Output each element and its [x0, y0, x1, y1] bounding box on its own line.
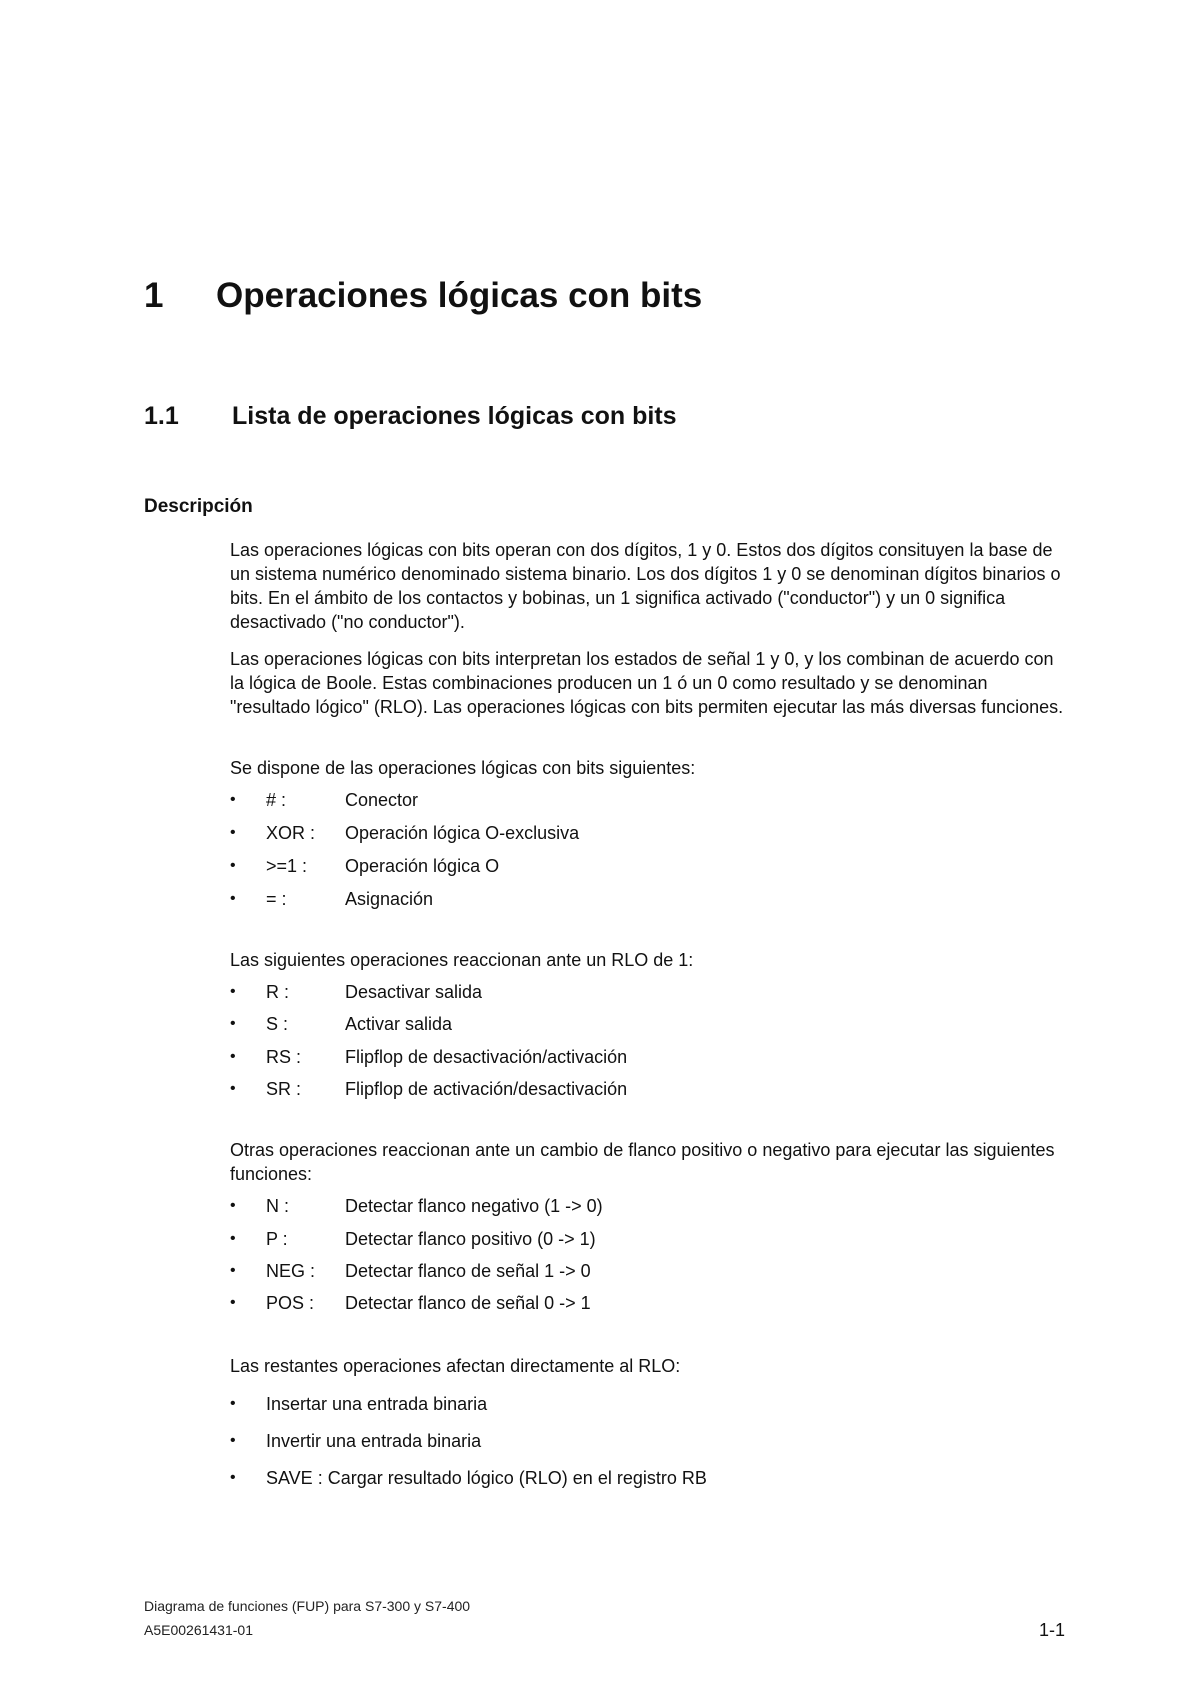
bullet-icon: • [230, 1048, 236, 1065]
footer-title: Diagrama de funciones (FUP) para S7-300 y S7-400 [144, 1598, 471, 1614]
item-key: >=1 : [266, 856, 308, 876]
bullet-icon: • [230, 824, 236, 841]
item-value: Detectar flanco positivo (0 -> 1) [345, 1229, 596, 1249]
list4-intro: Las restantes operaciones afectan directamente al RLO: [230, 1356, 681, 1376]
item-value: Flipflop de activación/desactivación [345, 1079, 628, 1099]
item-value: Activar salida [345, 1014, 453, 1034]
list1-intro: Se dispone de las operaciones lógicas con bits siguientes: [230, 758, 696, 778]
item-key: P : [266, 1229, 288, 1249]
item-value: Detectar flanco negativo (1 -> 0) [345, 1196, 603, 1216]
item-key: SR : [266, 1079, 302, 1099]
paragraph-1 [230, 538, 1066, 634]
paragraph-text: Las operaciones lógicas con bits operan con dos dígitos, 1 y 0. Estos dos dígitos consituyen la base de un sistema numérico denominado sistema binario. Los dos dígitos 1 y 0 se denominan dígitos binarios o bits. En el ámbito de los contactos y bobinas, un 1 significa activado ("conductor") y un 0 significa desactivado ("no conductor"). [230, 540, 1061, 632]
list2-intro: Las siguientes operaciones reaccionan ante un RLO de 1: [230, 950, 694, 970]
chapter-number: 1 [144, 276, 164, 315]
bullet-icon: • [230, 1469, 236, 1486]
bullet-icon: • [230, 1197, 236, 1214]
item-value: Operación lógica O-exclusiva [345, 823, 580, 843]
section-heading [144, 402, 677, 431]
bullet-icon: • [230, 1395, 236, 1412]
item-text: SAVE : Cargar resultado lógico (RLO) en el registro RB [266, 1468, 707, 1488]
item-key: # : [266, 790, 287, 810]
item-key: R : [266, 982, 290, 1002]
item-value: Asignación [345, 889, 434, 909]
subsection-heading: Descripción [144, 496, 253, 517]
item-key: RS : [266, 1047, 302, 1067]
list3-intro: Otras operaciones reaccionan ante un cambio de flanco positivo o negativo para ejecutar las siguientes funciones: [230, 1140, 1055, 1184]
bullet-icon: • [230, 983, 236, 1000]
bullet-icon: • [230, 791, 236, 808]
chapter-title: Operaciones lógicas con bits [216, 276, 703, 315]
page-number: 1-1 [1038, 1620, 1065, 1640]
item-value: Desactivar salida [345, 982, 483, 1002]
item-key: XOR : [266, 823, 316, 843]
footer-doc-id: A5E00261431-01 [144, 1622, 253, 1638]
bullet-icon: • [230, 857, 236, 874]
bullet-icon: • [230, 890, 236, 907]
item-value: Detectar flanco de señal 0 -> 1 [345, 1293, 591, 1313]
bullet-icon: • [230, 1432, 236, 1449]
item-key: POS : [266, 1293, 315, 1313]
bullet-icon: • [230, 1294, 236, 1311]
paragraph-text: Las operaciones lógicas con bits interpretan los estados de señal 1 y 0, y los combinan de acuerdo con la lógica de Boole. Estas combinaciones producen un 1 ó un 0 como resultado y se denominan "resultado lógico" (RLO). Las operaciones lógicas con bits permiten ejecutar las más diversas funciones. [230, 649, 1064, 717]
item-value: Operación lógica O [345, 856, 500, 876]
bullet-icon: • [230, 1015, 236, 1032]
item-value: Conector [345, 790, 419, 810]
bullet-icon: • [230, 1262, 236, 1279]
item-key: S : [266, 1014, 289, 1034]
item-text: Invertir una entrada binaria [266, 1431, 482, 1451]
section-number: 1.1 [144, 402, 179, 430]
chapter-heading [144, 276, 702, 316]
item-value: Detectar flanco de señal 1 -> 0 [345, 1261, 591, 1281]
bullet-icon: • [230, 1230, 236, 1247]
item-text: Insertar una entrada binaria [266, 1394, 488, 1414]
bullet-icon: • [230, 1080, 236, 1097]
item-key: = : [266, 889, 287, 909]
paragraph-2 [230, 647, 1066, 719]
item-value: Flipflop de desactivación/activación [345, 1047, 628, 1067]
item-key: NEG : [266, 1261, 316, 1281]
section-title: Lista de operaciones lógicas con bits [232, 402, 677, 430]
item-key: N : [266, 1196, 290, 1216]
